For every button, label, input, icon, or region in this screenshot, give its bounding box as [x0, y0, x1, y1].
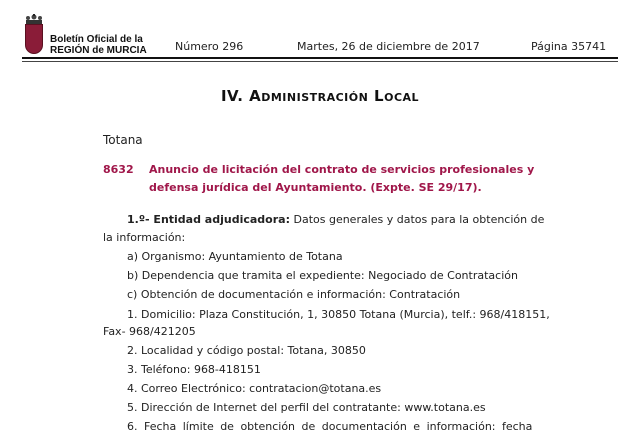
item-2: 2. Localidad y código postal: Totana, 30850: [127, 344, 366, 357]
brand-line-1: Boletín Oficial de la: [50, 34, 143, 45]
page-number: Página 35741: [531, 40, 607, 53]
paragraph-1-heading: 1.º- Entidad adjudicadora:: [127, 213, 290, 226]
municipality: Totana: [103, 133, 143, 147]
header-rule-thin: [22, 61, 618, 62]
item-4: 4. Correo Electrónico: contratacion@totana.es: [127, 382, 382, 395]
item-b: b) Dependencia que tramita el expediente: Negociado de Contratación: [127, 269, 518, 282]
item-5: 5. Dirección de Internet del perfil del contratante: www.totana.es: [127, 401, 486, 414]
paragraph-1: [127, 213, 544, 226]
announcement-title-line-1: Anuncio de licitación del contrato de servicios profesionales y: [149, 163, 535, 176]
brand-line-2: REGIÓN de MURCIA: [50, 45, 147, 56]
item-a: a) Organismo: Ayuntamiento de Totana: [127, 250, 343, 263]
item-1: 1. Domicilio: Plaza Constitución, 1, 30850 Totana (Murcia), telf.: 968/418151,: [127, 308, 550, 321]
page-header: [0, 0, 640, 70]
item-c: c) Obtención de documentación e información: Contratación: [127, 288, 461, 301]
bulletin-brand: [50, 34, 147, 56]
item-1-continued: Fax- 968/421205: [103, 325, 196, 338]
issue-number: Número 296: [175, 40, 244, 53]
announcement-title-line-2: defensa jurídica del Ayuntamiento. (Expte. SE 29/17).: [149, 181, 482, 194]
header-rule-thick: [22, 57, 618, 59]
announcement-number: 8632: [103, 163, 134, 176]
issue-date: Martes, 26 de diciembre de 2017: [297, 40, 480, 53]
coat-of-arms-icon: [24, 14, 44, 56]
paragraph-1-continued: la información:: [103, 231, 186, 244]
item-3: 3. Teléfono: 968-418151: [127, 363, 261, 376]
section-title: IV. Administración Local: [220, 87, 420, 105]
paragraph-1-text: Datos generales y datos para la obtención de: [289, 213, 545, 226]
item-6: 6. Fecha límite de obtención de documentación e información: fecha: [127, 420, 533, 433]
